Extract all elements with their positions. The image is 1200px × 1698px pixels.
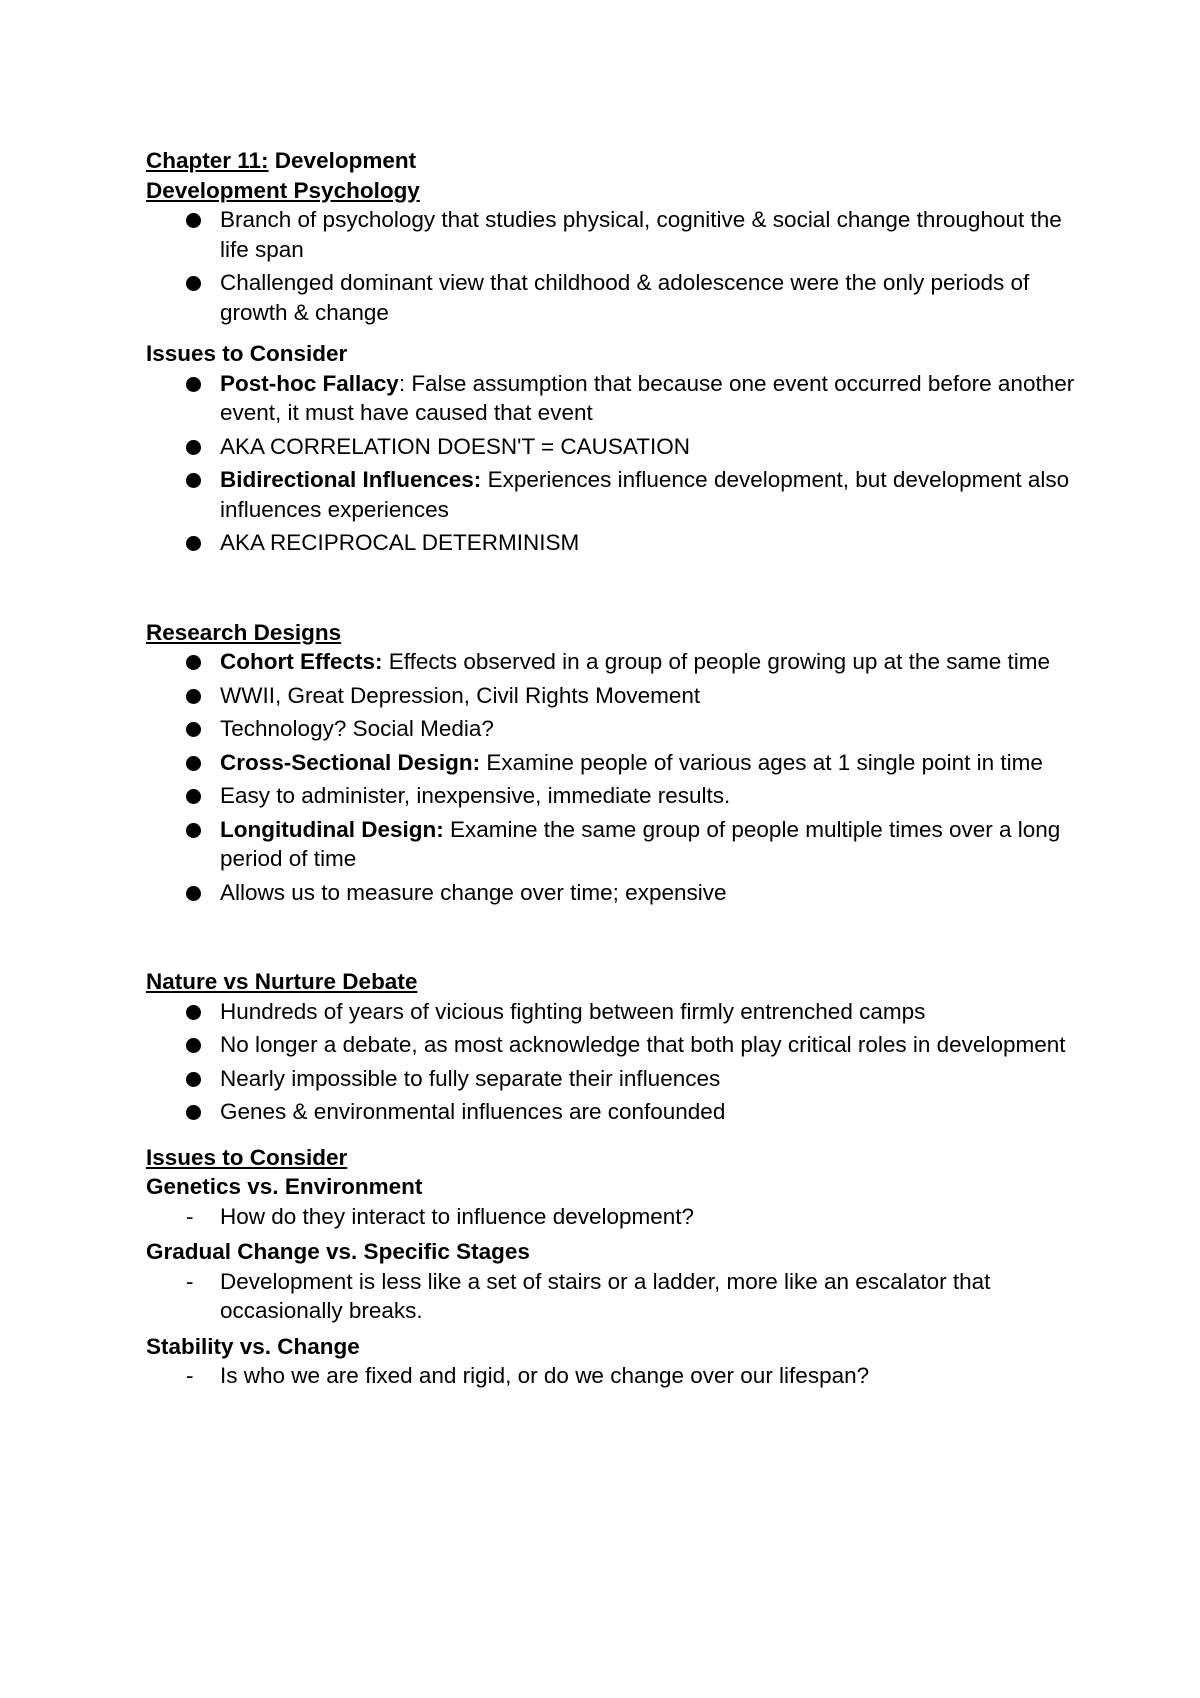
bullet-icon: [186, 473, 201, 488]
bullet-icon: [186, 276, 201, 291]
subheading-genetics-environment: Genetics vs. Environment: [146, 1174, 423, 1199]
list-item: Post-hoc Fallacy: False assumption that because one event occurred before another event, it must have caused that event: [146, 369, 1086, 428]
list-item: Challenged dominant view that childhood & adolescence were the only periods of growth & change: [146, 268, 1086, 327]
list-item: - Development is less like a set of stairs or a ladder, more like an escalator that occasionally breaks.: [186, 1268, 991, 1323]
dash-marker: -: [186, 1203, 194, 1229]
bullet-icon: [186, 789, 201, 804]
development-psychology-list: [146, 205, 1086, 327]
bullet-icon: [186, 823, 201, 838]
list-item: Allows us to measure change over time; expensive: [146, 878, 1086, 908]
bullet-icon: [186, 377, 201, 392]
bullet-icon: [186, 886, 201, 901]
bullet-icon: [186, 1072, 201, 1087]
nature-nurture-list: [146, 997, 1086, 1127]
bullet-icon: [186, 1038, 201, 1053]
section-heading-development-psychology: Development Psychology: [146, 177, 420, 203]
section-heading-issues-to-consider-2: Issues to Consider: [146, 1144, 348, 1170]
subheading-gradual-change: Gradual Change vs. Specific Stages: [146, 1239, 530, 1264]
list-item: Cross-Sectional Design: Examine people of various ages at 1 single point in time: [146, 748, 1086, 778]
list-item: Longitudinal Design: Examine the same group of people multiple times over a long period of time: [146, 815, 1086, 874]
list-item: WWII, Great Depression, Civil Rights Movement: [146, 681, 1086, 711]
bullet-icon: [186, 213, 201, 228]
term: Bidirectional Influences:: [220, 467, 482, 492]
list-item: - How do they interact to influence development?: [146, 1202, 1086, 1232]
subheading-stability-change: Stability vs. Change: [146, 1333, 360, 1359]
research-designs-list: [146, 647, 1086, 907]
dash-list: [146, 1202, 1086, 1232]
list-item: Technology? Social Media?: [146, 714, 1086, 744]
bullet-icon: [186, 1005, 201, 1020]
list-item: AKA CORRELATION DOESN'T = CAUSATION: [146, 432, 1086, 462]
list-item: Branch of psychology that studies physical, cognitive & social change throughout the life span: [146, 205, 1086, 264]
issues-list: [146, 369, 1086, 558]
bullet-icon: [186, 756, 201, 771]
bullet-icon: [186, 536, 201, 551]
bullet-icon: [186, 655, 201, 670]
term: Cross-Sectional Design:: [220, 749, 481, 775]
bullet-icon: [186, 689, 201, 704]
chapter-title: [146, 146, 1086, 176]
term: Cohort Effects:: [220, 649, 383, 674]
chapter-prefix: Chapter 11:: [146, 148, 269, 173]
list-item: No longer a debate, as most acknowledge that both play critical roles in development: [146, 1030, 1086, 1060]
section-heading-nature-vs-nurture: Nature vs Nurture Debate: [146, 969, 418, 994]
dash-marker: -: [186, 1363, 194, 1388]
list-item: AKA RECIPROCAL DETERMINISM: [146, 528, 1086, 558]
list-item: - Is who we are fixed and rigid, or do we change over our lifespan?: [146, 1361, 1086, 1391]
term: Longitudinal Design:: [220, 816, 444, 842]
dash-list: [146, 1361, 1086, 1391]
list-item: Bidirectional Influences: Experiences influence development, but development also influences experiences: [146, 465, 1086, 524]
dash-marker: -: [186, 1268, 194, 1294]
list-item: Genes & environmental influences are confounded: [146, 1097, 1086, 1127]
section-heading-issues-to-consider: Issues to Consider: [146, 341, 348, 366]
section-heading-research-designs: Research Designs: [146, 619, 342, 645]
dash-list: [146, 1267, 1086, 1326]
bullet-icon: [186, 440, 201, 455]
list-item: Hundreds of years of vicious fighting between firmly entrenched camps: [146, 997, 1086, 1027]
bullet-icon: [186, 1105, 201, 1120]
bullet-icon: [186, 722, 201, 737]
list-item: Easy to administer, inexpensive, immediate results.: [146, 781, 1086, 811]
list-item: Cohort Effects: Effects observed in a group of people growing up at the same time: [146, 647, 1086, 677]
list-item: Nearly impossible to fully separate their influences: [146, 1064, 1086, 1094]
chapter-name: Development: [268, 148, 417, 173]
document-page: [146, 146, 1086, 1397]
term: Post-hoc Fallacy: [220, 370, 399, 396]
